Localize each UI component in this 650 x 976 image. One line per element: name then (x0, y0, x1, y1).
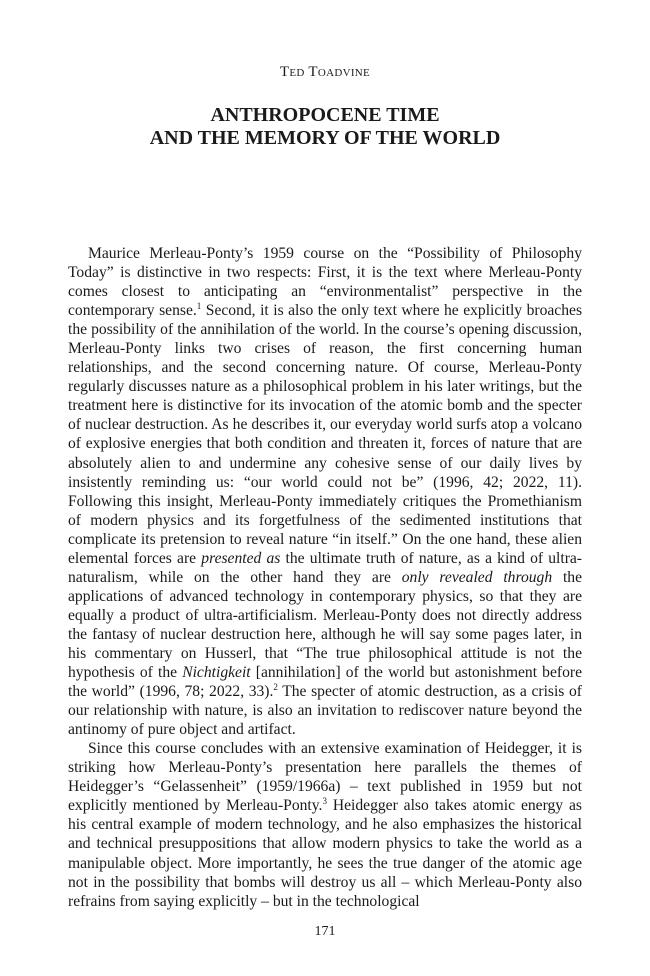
italic-text: presented as (201, 549, 281, 567)
body-text (68, 244, 582, 911)
text-run: The specter of atomic destruction, as a crisis of our relationship with nature, is also an invitation to rediscover nature beyond the antinomy of pure object and artifact. (68, 683, 582, 739)
text-run: Maurice Merleau-Ponty’s 1959 course on the “Possibility of Philosophy Today” is distinctive in two respects: First, it is the text where Merleau-Ponty comes closest to anticipating an “environmentalist” perspective in the contemporary sense. (68, 245, 582, 320)
text-run: [annihilation] of the world but astonishment before the world” (1996, 78; 2022, 33). (68, 664, 582, 701)
footnote-marker: 1 (196, 300, 202, 311)
chapter-title-line-2: AND THE MEMORY OF THE WORLD (149, 127, 501, 149)
paragraph (68, 244, 582, 739)
page-number: 171 (314, 924, 336, 939)
text-run: the ultimate truth of nature, as a kind of ultra-naturalism, while on the other hand they are (68, 549, 583, 586)
chapter-title (0, 104, 650, 150)
italic-text: only revealed through (401, 568, 553, 586)
running-head: Ted Toadvine (279, 64, 371, 80)
italic-text: Nichtigkeit (182, 664, 251, 682)
text-run: Second, it is also the only text where he explicitly broaches the possibility of the annihilation of the world. In the course’s opening discussion, Merleau-Ponty links two crises of reason, the first concerning human relationships, and the second concerning nature. Of course, Merleau-Ponty regularly discusses nature as a philosophical problem in his later writings, but the treatment here is distinctive for its invocation of the atomic bomb and the specter of nuclear destruction. As he describes it, our everyday world surfs atop a volcano of explosive energies that both condition and threaten it, forces of nature that are absolutely alien to and undermine any cohesive sense of our daily lives by insistently reminding us: “our world could not be” (1996, 42; 2022, 11). Following this insight, Merleau-Ponty immediately critiques the Promethianism of modern physics and its forgetfulness of the sedimented institutions that complicate its pretension to reveal nature “in itself.” On the one hand, these alien elemental forces are (68, 302, 583, 567)
paragraph (68, 739, 582, 910)
footnote-marker: 3 (322, 796, 327, 807)
footnote-marker: 2 (273, 681, 278, 692)
chapter-title-line-1: ANTHROPOCENE TIME (210, 104, 440, 126)
text-run: the applications of advanced technology in contemporary physics, so that they are equally a product of ultra-artificialism. Merleau-Ponty does not directly address the fantasy of nuclear destruction here, although he will say some pages later, in his commentary on Husserl, that “The true philosophical attitude is not the hypothesis of the (68, 568, 583, 682)
text-run: Since this course concludes with an extensive examination of Heidegger, it is striking how Merleau-Ponty’s presentation here parallels the themes of Heidegger’s “Gelassenheit” (1959/1966a) – text published in 1959 but not explicitly mentioned by Merleau-Ponty. (68, 740, 582, 815)
text-run: Heidegger also takes atomic energy as his central example of modern technology, and he also emphasizes the historical and technical presuppositions that allow modern physics to take the world as a manipulable object. More importantly, he sees the true danger of the atomic age not in the possibility that bombs will destroy us all – which Merleau-Ponty also refrains from saying explicitly – but in the technological (68, 797, 582, 910)
